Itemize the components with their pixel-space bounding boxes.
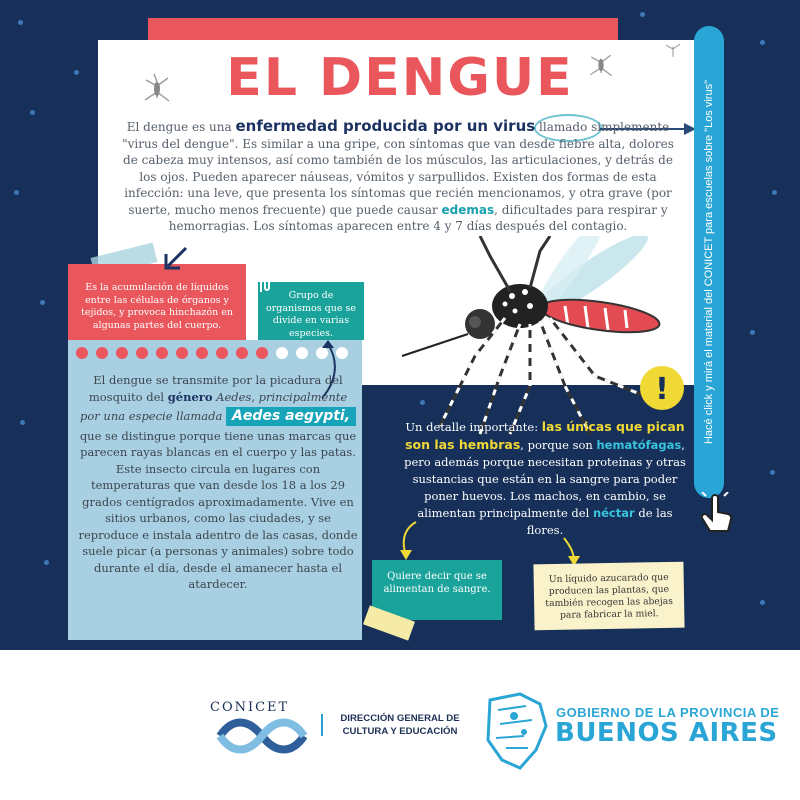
decor-dot	[96, 347, 108, 359]
decor-dot	[136, 347, 148, 359]
paperclip-icon	[256, 268, 272, 294]
conicet-wordmark: CONICET	[210, 700, 290, 715]
decor-dot	[256, 347, 268, 359]
decor-dot	[156, 347, 168, 359]
decor-dot	[20, 420, 25, 425]
warning-icon	[638, 364, 686, 412]
decor-dot	[196, 347, 208, 359]
dgce-line-2: CULTURA Y EDUCACIÓN	[342, 726, 458, 737]
dgce-line-1: DIRECCIÓN GENERAL DE	[340, 713, 460, 724]
arrow-down-left-icon	[160, 244, 190, 274]
warning-symbol: !	[655, 372, 669, 407]
blood-feeding-note: Quiere decir que se alimentan de sangre.	[372, 560, 502, 620]
decor-dot	[176, 347, 188, 359]
detail-highlight: las únicas que pican son las hembras	[405, 419, 685, 452]
detail-text-part: Un detalle importante:	[405, 420, 542, 434]
intro-text-part: llamado simplemente "virus del dengue". Es similar a una gripe, con síntomas que van desde fiebre alta, dolores de cabeza muy intensos, así como también de los músculos, las articulaciones, y detrás de los ojos. Pueden aparecer náuseas, vómitos y sarpullidos. Existen dos formas de esta infección: una leve, que presenta los síntomas que recién mencionamos, y otra grave (por suerte, mucho menos frecuente) que puede causar	[122, 120, 674, 217]
decor-dot	[276, 347, 288, 359]
decor-dot	[772, 190, 777, 195]
decor-dot	[30, 110, 35, 115]
detail-text-part: , porque son	[520, 438, 597, 452]
important-detail-text	[400, 418, 690, 539]
decor-dot	[296, 347, 308, 359]
edemas-term[interactable]: edemas	[441, 202, 495, 217]
decor-dot	[18, 20, 23, 25]
decor-dot	[44, 560, 49, 565]
decor-dot	[40, 300, 45, 305]
detail-text-part: , pero además porque necesitan proteínas y otras sustancias que están en la sangre para poder poner huevos. Los machos, en cambio, se alimentan principalmente del	[404, 438, 686, 520]
transmission-text-part: que se distingue porque tiene unas marcas que parecen rayas blancas en el cuerpo y las patas. Este insecto circula en lugares con temperaturas que van desde los 18 a los 29 grados centígrados aproximadamente. Vive en sitios urbanos, como las ciudades, y se reproduce e instala adentro de las casas, donde suele picar (a personas y animales) sobre todo durante el día, desde el amanecer hasta el atardecer.	[78, 428, 358, 591]
gobierno-provincia-text: GOBIERNO DE LA PROVINCIA DE	[556, 705, 780, 720]
organism-group-note: Grupo de organismos que se divide en varias especies.	[258, 282, 364, 340]
nectar-definition-note: Un líquido azucarado que producen las plantas, que también recogen las abejas para fabricar la miel.	[533, 562, 684, 631]
intro-highlight: enfermedad producida por un virus	[235, 117, 536, 135]
mosquito-illustration-icon	[380, 236, 680, 436]
intro-text-part: El dengue es una	[126, 120, 236, 134]
decor-dot	[116, 347, 128, 359]
buenos-aires-text: BUENOS AIRES	[555, 718, 778, 748]
arrow-down-icon	[560, 536, 588, 566]
page-title: EL DENGUE	[226, 48, 574, 108]
conicet-logo-icon	[212, 718, 312, 754]
decor-dot	[216, 347, 228, 359]
hematofagas-term[interactable]: hematófagas	[596, 438, 682, 452]
arrow-down-icon	[392, 520, 422, 560]
decor-dot	[760, 600, 765, 605]
decor-dot	[76, 347, 88, 359]
logo-divider	[321, 714, 323, 736]
pointer-hand-icon[interactable]	[696, 492, 740, 536]
decor-dot	[770, 470, 775, 475]
intro-text	[118, 118, 678, 235]
intro-text-part: , dificultades para respirar y hemorragias. Los síntomas aparecen entre 4 y 7 días después del contagio.	[168, 202, 668, 233]
detail-text-part: de las flores.	[526, 506, 673, 537]
conicet-link-text[interactable]: Hacé click y mirá el material del CONICET para escuelas sobre "Los virus"	[703, 80, 715, 445]
edema-definition-note: Es la acumulación de líquidos entre las células de órganos y tejidos, y provoca hinchazón en algunas partes del cuerpo.	[68, 264, 246, 342]
decor-dot	[750, 330, 755, 335]
transmission-text-part: Aedes, principalmente por una especie llamada	[79, 389, 348, 423]
nectar-term[interactable]: néctar	[592, 506, 635, 520]
transmission-text-part: El dengue se transmite por la picadura del mosquito del	[88, 373, 343, 404]
genus-term: género	[167, 389, 213, 404]
decor-dot	[14, 190, 19, 195]
decor-dot	[640, 12, 645, 17]
transmission-text	[78, 372, 358, 593]
species-name: Aedes aegypti,	[226, 407, 356, 426]
decor-dot	[760, 40, 765, 45]
decor-dot	[236, 347, 248, 359]
buenos-aires-map-icon	[480, 690, 550, 772]
